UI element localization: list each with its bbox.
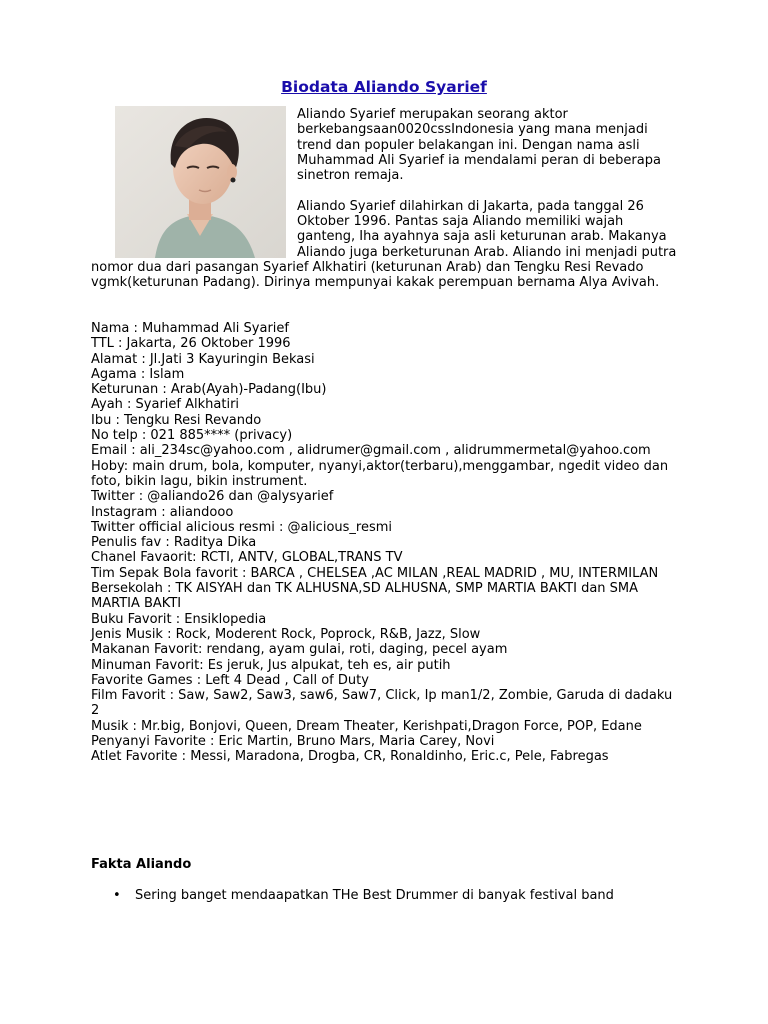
biodata-line: Tim Sepak Bola favorit : BARCA , CHELSEA ,AC MILAN ,REAL MADRID , MU, INTERMILAN [91,565,659,581]
fakta-item-text: Sering banget mendaapatkan THe Best Drummer di banyak festival band [135,888,614,903]
biodata-line: Ibu : Tengku Resi Revando [91,412,262,428]
biodata-line: Atlet Favorite : Messi, Maradona, Drogba, CR, Ronaldinho, Eric.c, Pele, Fabregas [91,749,609,765]
fakta-list [91,888,651,903]
biodata-line: Buku Favorit : Ensiklopedia [91,611,267,627]
biodata-line: Twitter official alicious resmi : @alicious_resmi [91,519,393,535]
page-title[interactable]: Biodata Aliando Syarief [281,78,487,96]
intro-section [91,107,681,291]
biodata-line: Makanan Favorit: rendang, ayam gulai, roti, daging, pecel ayam [91,642,508,658]
biodata-line: No telp : 021 885**** (privacy) [91,428,293,444]
biodata-line: Twitter : @aliando26 dan @alysyarief [91,489,334,505]
biodata-line: Nama : Muhammad Ali Syarief [91,321,289,336]
biodata-line: Email : ali_234sc@yahoo.com , alidrumer@gmail.com , alidrummermetal@yahoo.com [91,443,651,459]
biodata-line: Film Favorit : Saw, Saw2, Saw3, saw6, Saw7, Click, Ip man1/2, Zombie, Garuda di dadaku 2 [91,688,673,719]
biodata-line: Minuman Favorit: Es jeruk, Jus alpukat, teh es, air putih [91,657,451,673]
biodata-line: Agama : Islam [91,366,185,382]
biodata-line: Alamat : Jl.Jati 3 Kayuringin Bekasi [91,351,315,367]
photo-spacer [91,107,297,257]
biodata-line: Musik : Mr.big, Bonjovi, Queen, Dream Theater, Kerishpati,Dragon Force, POP, Edane [91,718,642,734]
intro-paragraph-1: Aliando Syarief merupakan seorang aktor berkebangsaan0020cssIndonesia yang mana menjadi trend dan populer belakangan ini. Dengan nama asli Muhammad Ali Syarief ia mendalami peran di beberapa sinetron remaja. [297,107,661,184]
biodata-line: Penulis fav : Raditya Dika [91,535,257,551]
biodata-line: Ayah : Syarief Alkhatiri [91,397,240,413]
list-item [91,888,651,903]
biodata-line: Instagram : aliandooo [91,504,234,520]
bullet-icon: • [113,888,121,903]
biodata-line: Jenis Musik : Rock, Moderent Rock, Poprock, R&B, Jazz, Slow [91,626,481,642]
biodata-list [91,321,681,765]
biodata-line: Keturunan : Arab(Ayah)-Padang(Ibu) [91,382,327,398]
biodata-line: Favorite Games : Left 4 Dead , Call of Duty [91,672,369,688]
biodata-line: Chanel Favaorit: RCTI, ANTV, GLOBAL,TRANS TV [91,550,403,566]
biodata-line: Penyanyi Favorite : Eric Martin, Bruno Mars, Maria Carey, Novi [91,734,495,750]
fakta-heading: Fakta Aliando [91,857,192,872]
intro-paragraph-2: Aliando Syarief dilahirkan di Jakarta, pada tanggal 26 Oktober 1996. Pantas saja Aliando memiliki wajah ganteng, Iha ayahnya saja asli keturunan arab. Makanya Aliando juga berketurunan Arab. Aliando ini menjadi putra nomor dua dari pasangan Syarief Alkhatiri (keturunan Arab) dan Tengku Resi Revado vgmk(keturunan Padang). Dirinya mempunyai kakak perempuan bernama Alya Avivah. [91,198,677,291]
biodata-line: Hoby: main drum, bola, komputer, nyanyi,aktor(terbaru),menggambar, ngedit video dan foto, bikin lagu, bikin instrument. [91,458,669,489]
biodata-line: Bersekolah : TK AISYAH dan TK ALHUSNA,SD ALHUSNA, SMP MARTIA BAKTI dan SMA MARTIA BAKTI [91,581,639,612]
biodata-line: TTL : Jakarta, 26 Oktober 1996 [91,336,291,352]
